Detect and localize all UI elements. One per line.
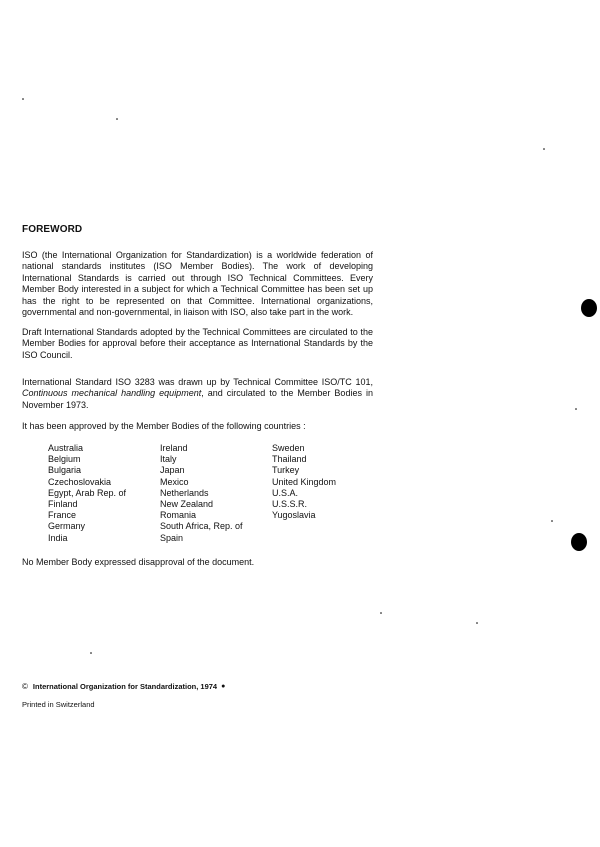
bullet-icon: ● bbox=[221, 683, 226, 690]
countries-column-2 bbox=[160, 443, 272, 544]
copyright-line bbox=[22, 682, 225, 691]
country-name: U.S.S.R. bbox=[272, 499, 308, 510]
country-name: Romania bbox=[160, 510, 197, 521]
scan-speck bbox=[551, 520, 553, 522]
country-name: Finland bbox=[48, 499, 78, 510]
country-name: United Kingdom bbox=[272, 476, 337, 487]
country-name: Australia bbox=[48, 443, 84, 453]
country-name: Netherlands bbox=[160, 487, 209, 498]
foreword-heading: FOREWORD bbox=[22, 224, 83, 235]
paragraph-3-suffix: , and circulated to the Member Bodies in November 1973. bbox=[22, 388, 373, 410]
copyright-symbol: © bbox=[22, 682, 28, 691]
country-name: Czechoslovakia bbox=[48, 476, 112, 487]
countries-column-3 bbox=[272, 443, 372, 544]
scan-speck bbox=[380, 612, 382, 614]
country-name: Sweden bbox=[272, 443, 305, 453]
scan-speck bbox=[22, 98, 24, 100]
foreword-paragraph-1: ISO (the International Organization for Standardization) is a worldwide federation of national standards institutes (ISO Member Bodies). The work of developing International Standards is carried out through ISO Technical Committees. Every Member Body interested in a subject for which a Technical Committee has been set up has the right to be represented on that Committee. International organizations, governmental and non-governmental, in liaison with ISO, also take part in the work. bbox=[22, 250, 373, 318]
country-name: Ireland bbox=[160, 443, 188, 453]
country-name: Spain bbox=[160, 532, 184, 543]
punch-hole-bottom bbox=[571, 533, 587, 551]
foreword-paragraph-2: Draft International Standards adopted by the Technical Committees are circulated to the Member Bodies for approval before their acceptance as International Standards by the ISO Council. bbox=[22, 327, 373, 360]
scan-speck bbox=[543, 148, 545, 150]
country-name: India bbox=[48, 532, 68, 543]
member-countries-list bbox=[48, 443, 372, 544]
country-name: U.S.A. bbox=[272, 487, 299, 498]
country-name: Turkey bbox=[272, 465, 300, 476]
scan-speck bbox=[575, 408, 577, 410]
punch-hole-top bbox=[581, 299, 597, 317]
country-name: Egypt, Arab Rep. of bbox=[48, 487, 127, 498]
approval-paragraph: It has been approved by the Member Bodies of the following countries : bbox=[22, 421, 306, 431]
countries-column-1 bbox=[48, 443, 160, 544]
country-name: Japan bbox=[160, 465, 185, 476]
printed-in-text: Printed in Switzerland bbox=[22, 700, 95, 709]
committee-title: Continuous mechanical handling equipment bbox=[22, 388, 202, 399]
country-name: Yugoslavia bbox=[272, 510, 316, 521]
country-name: Mexico bbox=[160, 476, 189, 487]
scan-speck bbox=[116, 118, 118, 120]
country-name: Italy bbox=[160, 454, 177, 465]
closing-statement: No Member Body expressed disapproval of the document. bbox=[22, 557, 255, 567]
paragraph-3-prefix: International Standard ISO 3283 was drawn up by Technical Committee ISO/TC 101, bbox=[22, 377, 373, 387]
country-name: France bbox=[48, 510, 77, 521]
country-name: New Zealand bbox=[160, 499, 214, 510]
country-name: Belgium bbox=[48, 454, 81, 465]
country-name: Bulgaria bbox=[48, 465, 82, 476]
country-name: Germany bbox=[48, 521, 86, 532]
copyright-text: International Organization for Standardization, 1974 bbox=[32, 682, 218, 691]
country-name: South Africa, Rep. of bbox=[160, 521, 243, 532]
foreword-paragraph-3 bbox=[22, 377, 373, 411]
country-name: Thailand bbox=[272, 454, 307, 465]
scan-speck bbox=[476, 622, 478, 624]
scan-speck bbox=[90, 652, 92, 654]
